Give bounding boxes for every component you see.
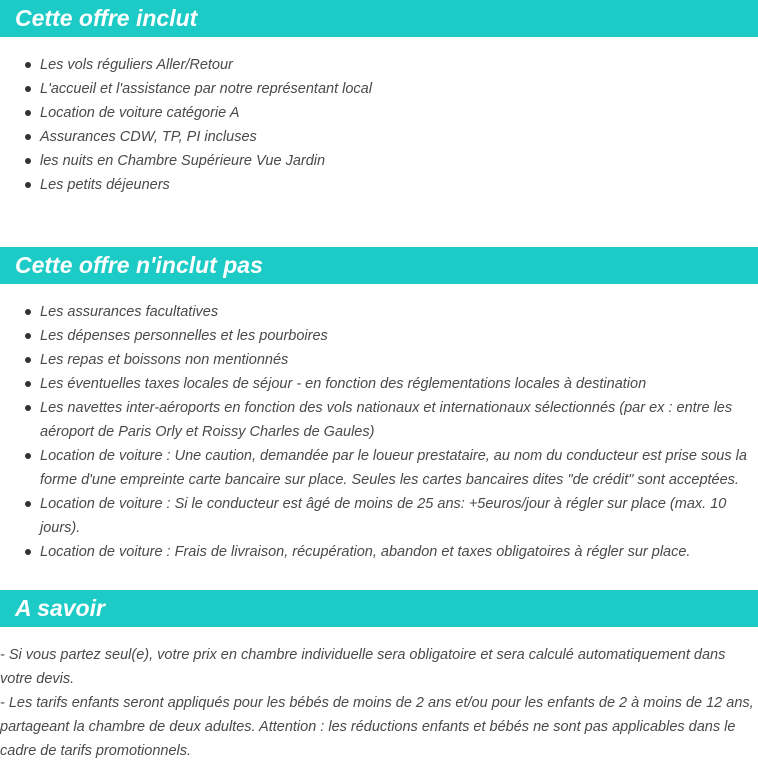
excluded-section-title: Cette offre n'inclut pas	[0, 247, 758, 284]
list-item	[0, 149, 758, 173]
list-item-text: Location de voiture : Une caution, demandée par le loueur prestataire, au nom du conducteur est prise sous la forme d'une empreinte carte bancaire sur place. Seules les cartes bancaires dites "de crédit" sont acceptées.	[40, 448, 747, 488]
list-item	[0, 53, 758, 77]
bullet-icon	[25, 62, 31, 68]
list-item-text: les nuits en Chambre Supérieure Vue Jardin	[40, 153, 326, 169]
bullet-icon	[25, 309, 31, 315]
list-item	[0, 372, 758, 396]
list-item-text: Assurances CDW, TP, PI incluses	[40, 129, 257, 145]
list-item-text: Location de voiture catégorie A	[40, 105, 240, 121]
list-item	[0, 540, 758, 564]
list-item	[0, 444, 758, 492]
bullet-icon	[25, 182, 31, 188]
list-item	[0, 77, 758, 101]
list-item-text: Les petits déjeuners	[40, 177, 170, 193]
list-item	[0, 173, 758, 197]
list-item-text: Les dépenses personnelles et les pourboires	[40, 328, 328, 344]
bullet-icon	[25, 453, 31, 459]
list-item	[0, 125, 758, 149]
list-item	[0, 300, 758, 324]
list-item-text: Les vols réguliers Aller/Retour	[40, 57, 233, 73]
bullet-icon	[25, 405, 31, 411]
bullet-icon	[25, 381, 31, 387]
included-list	[0, 53, 758, 197]
bullet-icon	[25, 501, 31, 507]
list-item	[0, 348, 758, 372]
list-item-text: Les assurances facultatives	[40, 304, 219, 320]
list-item-text: Les éventuelles taxes locales de séjour - en fonction des réglementations locales à destination	[40, 376, 647, 392]
list-item	[0, 492, 758, 540]
bullet-icon	[25, 333, 31, 339]
bullet-icon	[25, 86, 31, 92]
bullet-icon	[25, 134, 31, 140]
bullet-icon	[25, 158, 31, 164]
list-item-text: L'accueil et l'assistance par notre représentant local	[40, 81, 372, 97]
list-item	[0, 101, 758, 125]
info-section-title: A savoir	[0, 590, 758, 627]
info-text	[0, 643, 758, 763]
list-item	[0, 396, 758, 444]
list-item-text: Les navettes inter-aéroports en fonction des vols nationaux et internationaux sélectionnés (par ex : entre les aéroport de Paris Orly et Roissy Charles de Gaules)	[40, 400, 733, 440]
info-paragraph: - Les tarifs enfants seront appliqués pour les bébés de moins de 2 ans et/ou pour les enfants de 2 à moins de 12 ans, partageant la chambre de deux adultes. Attention : les réductions enfants et bébés ne sont pas applicables dans le cadre de tarifs promotionnels.	[0, 695, 754, 759]
bullet-icon	[25, 357, 31, 363]
list-item-text: Location de voiture : Si le conducteur est âgé de moins de 25 ans: +5euros/jour à régler sur place (max. 10 jours).	[40, 496, 727, 536]
bullet-icon	[25, 110, 31, 116]
included-section-title: Cette offre inclut	[0, 0, 758, 37]
excluded-list	[0, 300, 758, 564]
list-item-text: Les repas et boissons non mentionnés	[40, 352, 289, 368]
list-item-text: Location de voiture : Frais de livraison, récupération, abandon et taxes obligatoires à régler sur place.	[40, 544, 691, 560]
bullet-icon	[25, 549, 31, 555]
list-item	[0, 324, 758, 348]
info-paragraph: - Si vous partez seul(e), votre prix en chambre individuelle sera obligatoire et sera calculé automatiquement dans votre devis.	[0, 647, 726, 687]
